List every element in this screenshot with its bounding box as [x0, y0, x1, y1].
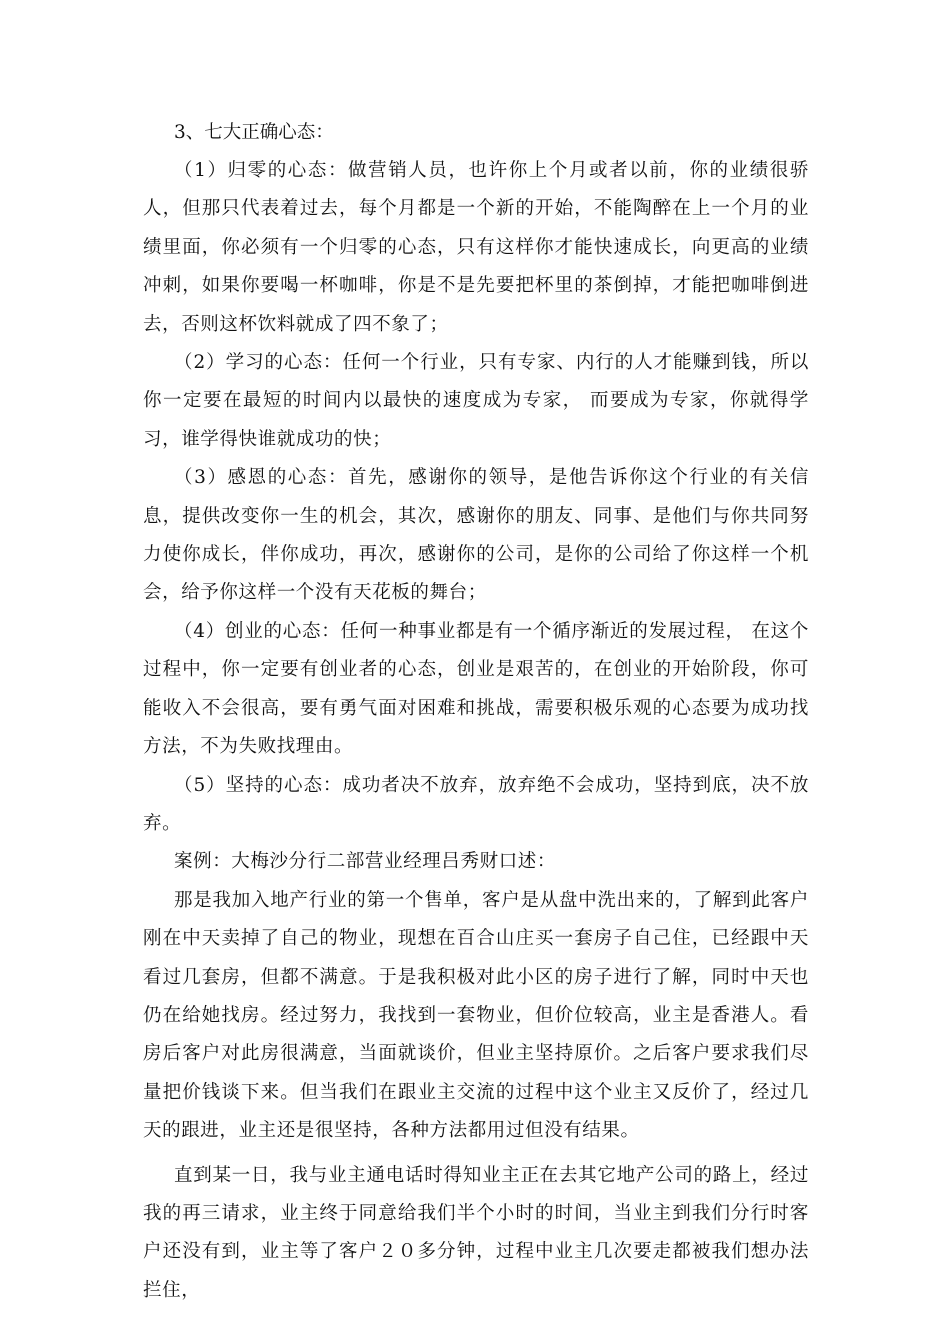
case-story-paragraph-2: 直到某一日，我与业主通电话时得知业主正在去其它地产公司的路上，经过我的再三请求，业主终于同意给我们半个小时的时间，当业主到我们分行时客户还没有到，业主等了客户２０多分钟，过程中业主几次要走都被我们想办法拦住， — [143, 1164, 809, 1301]
paragraph-persistence-mindset: （5）坚持的心态：成功者决不放弃，放弃绝不会成功，坚持到底，决不放弃。 — [143, 774, 809, 834]
case-heading: 案例：大梅沙分行二部营业经理吕秀财口述： — [174, 851, 557, 873]
section-heading: 3、七大正确心态： — [174, 122, 334, 143]
paragraph-zero-mindset: （1）归零的心态：做营销人员，也许你上个月或者以前，你的业绩很骄人，但那只代表着过去，每个月都是一个新的开始，不能陶醉在上一个月的业绩里面，你必须有一个归零的心态，只有这样你才能快速成长，向更高的业绩冲刺，如果你要喝一杯咖啡，你是不是先要把杯里的茶倒掉，才能把咖啡倒进去，否则这杯饮料就成了四不象了； — [143, 160, 809, 335]
paragraph-learning-mindset: （2）学习的心态：任何一个行业，只有专家、内行的人才能赚到钱，所以你一定要在最短的时间内以最快的速度成为专家， 而要成为专家，你就得学习，谁学得快谁就成功的快； — [143, 352, 809, 450]
document-body — [143, 114, 809, 1310]
case-story-paragraph-1: 那是我加入地产行业的第一个售单，客户是从盘中洗出来的，了解到此客户刚在中天卖掉了自己的物业，现想在百合山庄买一套房子自己住，已经跟中天看过几套房，但都不满意。于是我积极对此小区的房子进行了解，同时中天也仍在给她找房。经过努力，我找到一套物业，但价位较高，业主是香港人。看房后客户对此房很满意，当面就谈价，但业主坚持原价。之后客户要求我们尽量把价钱谈下来。但当我们在跟业主交流的过程中这个业主又反价了，经过几天的跟进，业主还是很坚持，各种方法都用过但没有结果。 — [143, 889, 809, 1142]
paragraph-entrepreneur-mindset: （4）创业的心态：任何一种事业都是有一个循序渐近的发展过程， 在这个过程中，你一定要有创业者的心态，创业是艰苦的，在创业的开始阶段，你可能收入不会很高，要有勇气面对困难和挑战，需要积极乐观的心态要为成功找方法，不为失败找理由。 — [143, 620, 809, 758]
paragraph-gratitude-mindset: （3）感恩的心态：首先，感谢你的领导，是他告诉你这个行业的有关信息，提供改变你一生的机会，其次，感谢你的朋友、同事、是他们与你共同努力使你成长，伴你成功，再次，感谢你的公司，是你的公司给了你这样一个机会，给予你这样一个没有天花板的舞台； — [143, 467, 809, 604]
